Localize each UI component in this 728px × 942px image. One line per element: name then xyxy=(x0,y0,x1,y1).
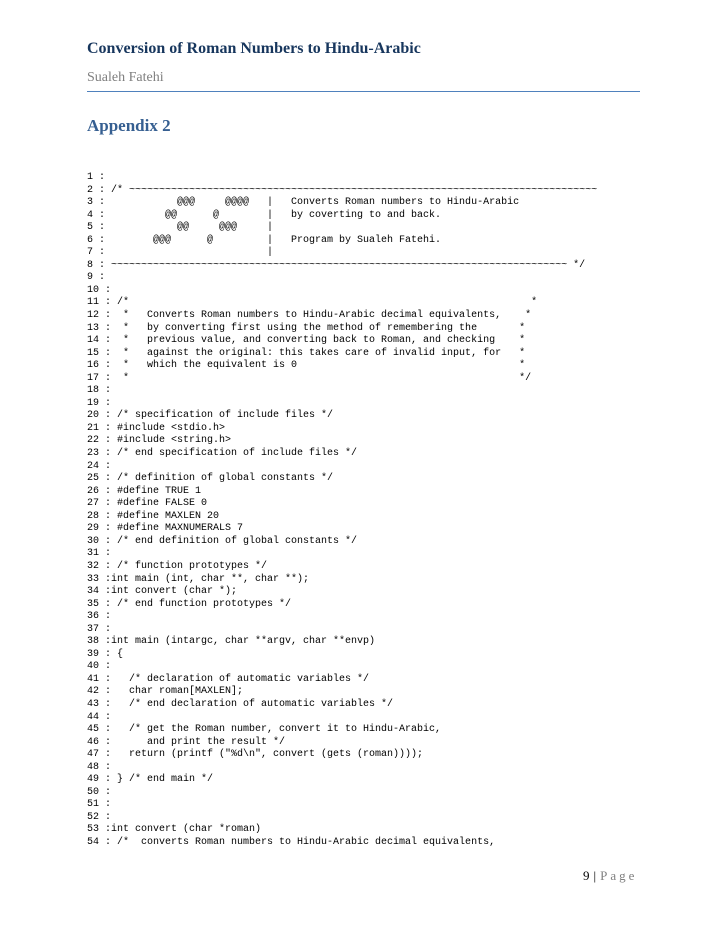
code-line: 52 : xyxy=(87,811,112,823)
code-line: 50 : xyxy=(87,786,112,798)
code-line: 3 : @@@ @@@@ | Converts Roman numbers to Hindu-Arabic xyxy=(87,197,520,209)
code-line: 42 : char roman[MAXLEN]; xyxy=(87,686,244,698)
code-line: 35 : /* end function prototypes */ xyxy=(87,598,292,610)
code-line: 14 : * previous value, and converting back to Roman, and checking * xyxy=(87,335,526,347)
code-line: 36 : xyxy=(87,611,112,623)
code-line: 6 : @@@ @ | Program by Sualeh Fatehi. xyxy=(87,234,442,246)
code-line: 4 : @@ @ | by coverting to and back. xyxy=(87,209,442,221)
code-line: 7 : | xyxy=(87,247,274,259)
header-divider xyxy=(87,91,640,92)
code-line: 18 : xyxy=(87,385,112,397)
code-line: 21 : #include <stdio.h> xyxy=(87,422,226,434)
code-line: 30 : /* end definition of global constants */ xyxy=(87,535,358,547)
code-line: 54 : /* converts Roman numbers to Hindu-Arabic decimal equivalents, xyxy=(87,836,496,848)
code-line: 51 : xyxy=(87,799,112,811)
code-line: 38 :int main (intargc, char **argv, char **envp) xyxy=(87,636,376,648)
section-heading: Appendix 2 xyxy=(87,116,171,135)
code-line: 12 : * Converts Roman numbers to Hindu-Arabic decimal equivalents, * xyxy=(87,310,532,322)
document-title: Conversion of Roman Numbers to Hindu-Arabic xyxy=(87,40,421,57)
document-author: Sualeh Fatehi xyxy=(87,70,164,85)
code-line: 41 : /* declaration of automatic variables */ xyxy=(87,673,370,685)
page-number: 9 xyxy=(583,868,590,883)
code-line: 33 :int main (int, char **, char **); xyxy=(87,573,310,585)
code-line: 31 : xyxy=(87,548,112,560)
code-line: 49 : } /* end main */ xyxy=(87,774,214,786)
code-listing xyxy=(87,172,647,850)
code-line: 9 : xyxy=(87,272,106,284)
code-line: 26 : #define TRUE 1 xyxy=(87,485,202,497)
code-line: 16 : * which the equivalent is 0 * xyxy=(87,360,526,372)
code-line: 40 : xyxy=(87,661,112,673)
code-line: 47 : return (printf ("%d\n", convert (gets (roman)))); xyxy=(87,749,424,761)
page-label: Page xyxy=(600,868,638,883)
code-line: 43 : /* end declaration of automatic variables */ xyxy=(87,698,394,710)
code-line: 45 : /* get the Roman number, convert it to Hindu-Arabic, xyxy=(87,724,442,736)
code-line: 53 :int convert (char *roman) xyxy=(87,824,262,836)
code-line: 32 : /* function prototypes */ xyxy=(87,560,268,572)
code-line: 46 : and print the result */ xyxy=(87,736,286,748)
code-line: 24 : xyxy=(87,460,112,472)
code-line: 34 :int convert (char *); xyxy=(87,586,238,598)
code-line: 48 : xyxy=(87,761,112,773)
code-line: 37 : xyxy=(87,623,112,635)
code-line: 44 : xyxy=(87,711,112,723)
code-line: 27 : #define FALSE 0 xyxy=(87,498,208,510)
code-line: 10 : xyxy=(87,284,112,296)
code-line: 13 : * by converting first using the method of remembering the * xyxy=(87,322,526,334)
code-line: 8 : ~~~~~~~~~~~~~~~~~~~~~~~~~~~~~~~~~~~~~~~~~~~~~~~~~~~~~~~~~~~~~~~~~~~~~~~~~~~~ */ xyxy=(87,259,586,271)
code-line: 20 : /* specification of include files */ xyxy=(87,410,334,422)
code-line: 17 : * */ xyxy=(87,372,532,384)
code-line: 29 : #define MAXNUMERALS 7 xyxy=(87,523,244,535)
page-footer xyxy=(583,868,637,884)
code-line: 19 : xyxy=(87,397,112,409)
code-line: 25 : /* definition of global constants */ xyxy=(87,473,334,485)
footer-separator: | xyxy=(593,868,597,883)
code-line: 28 : #define MAXLEN 20 xyxy=(87,510,220,522)
code-line: 11 : /* * xyxy=(87,297,538,309)
code-line: 23 : /* end specification of include files */ xyxy=(87,448,358,460)
code-line: 22 : #include <string.h> xyxy=(87,435,232,447)
code-line: 5 : @@ @@@ | xyxy=(87,222,274,234)
code-line: 39 : { xyxy=(87,648,124,660)
code-line: 2 : /* ~~~~~~~~~~~~~~~~~~~~~~~~~~~~~~~~~~~~~~~~~~~~~~~~~~~~~~~~~~~~~~~~~~~~~~~~~~~~~~ xyxy=(87,184,598,196)
code-line: 1 : xyxy=(87,172,106,183)
code-line: 15 : * against the original: this takes care of invalid input, for * xyxy=(87,347,526,359)
